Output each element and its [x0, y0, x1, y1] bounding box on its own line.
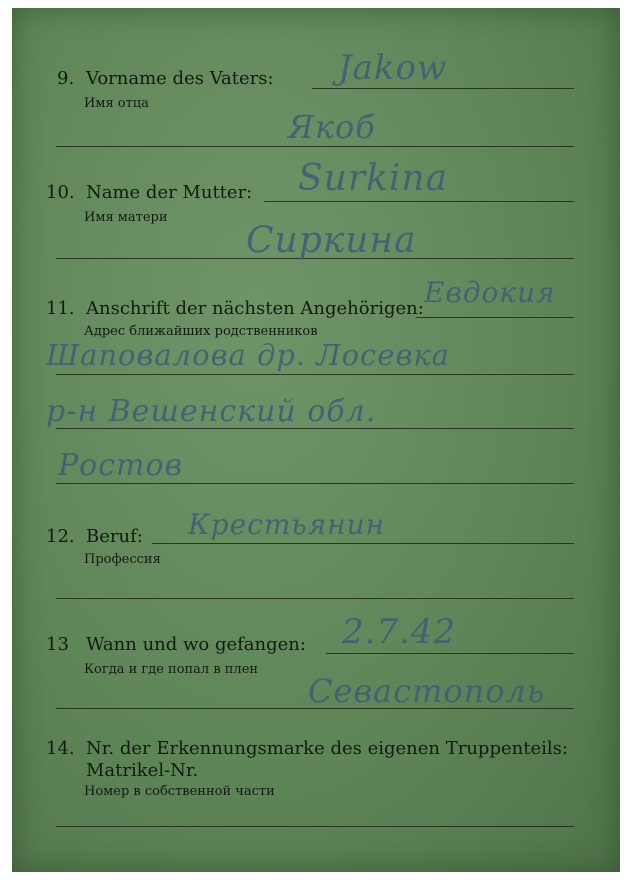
field-9-line-1 [312, 88, 574, 89]
field-10-handwriting-2: Сиркина [246, 220, 417, 261]
field-12-label-de: Beruf: [86, 526, 143, 547]
field-11-handwriting-4: Ростов [58, 448, 184, 483]
field-11-line-1 [416, 317, 574, 318]
field-13-number: 13 [46, 634, 69, 655]
field-10-label-ru: Имя матери [84, 210, 168, 225]
field-11-handwriting-1: Евдокия [424, 276, 556, 309]
field-12-handwriting-1: Крестьянин [188, 508, 386, 541]
field-11-number: 11. [46, 298, 75, 319]
field-9-line-2 [56, 146, 574, 147]
field-14-line-1 [56, 826, 574, 827]
field-10-handwriting-1: Surkina [298, 158, 449, 199]
field-9-handwriting-2: Якоб [288, 108, 376, 146]
field-13-label-de: Wann und wo gefangen: [86, 634, 306, 655]
form-card [12, 8, 620, 872]
field-14-number: 14. [46, 738, 75, 759]
field-12-line-2 [56, 598, 574, 599]
field-13-handwriting-2: Севастополь [308, 672, 546, 710]
field-10-number: 10. [46, 182, 75, 203]
field-13-label-ru: Когда и где попал в плен [84, 662, 259, 677]
field-12-label-ru: Профессия [84, 552, 161, 567]
field-9-label-ru: Имя отца [84, 96, 149, 111]
field-12-line-1 [152, 543, 574, 544]
field-9-number: 9. [57, 68, 75, 89]
field-12-number: 12. [46, 526, 75, 547]
field-10-line-1 [264, 201, 574, 202]
field-11-label-de: Anschrift der nächsten Angehörigen: [86, 298, 424, 319]
field-14-label-ru: Номер в собственной части [84, 784, 275, 799]
field-11-handwriting-3: р-н Вешенский обл. [46, 394, 377, 429]
field-14-label-de-2: Matrikel-Nr. [86, 760, 199, 781]
field-14-label-de: Nr. der Erkennungsmarke des eigenen Truppenteils: [86, 738, 568, 759]
field-9-handwriting-1: Jakow [338, 48, 448, 88]
field-9-label-de: Vorname des Vaters: [86, 68, 274, 89]
field-11-label-ru: Адрес ближайших родственников [84, 324, 318, 339]
field-13-line-1 [326, 653, 574, 654]
field-11-handwriting-2: Шаповалова др. Лосевка [46, 338, 450, 372]
field-11-line-2 [56, 374, 574, 375]
field-10-label-de: Name der Mutter: [86, 182, 253, 203]
field-13-handwriting-1: 2.7.42 [342, 612, 457, 652]
field-11-line-4 [56, 483, 574, 484]
